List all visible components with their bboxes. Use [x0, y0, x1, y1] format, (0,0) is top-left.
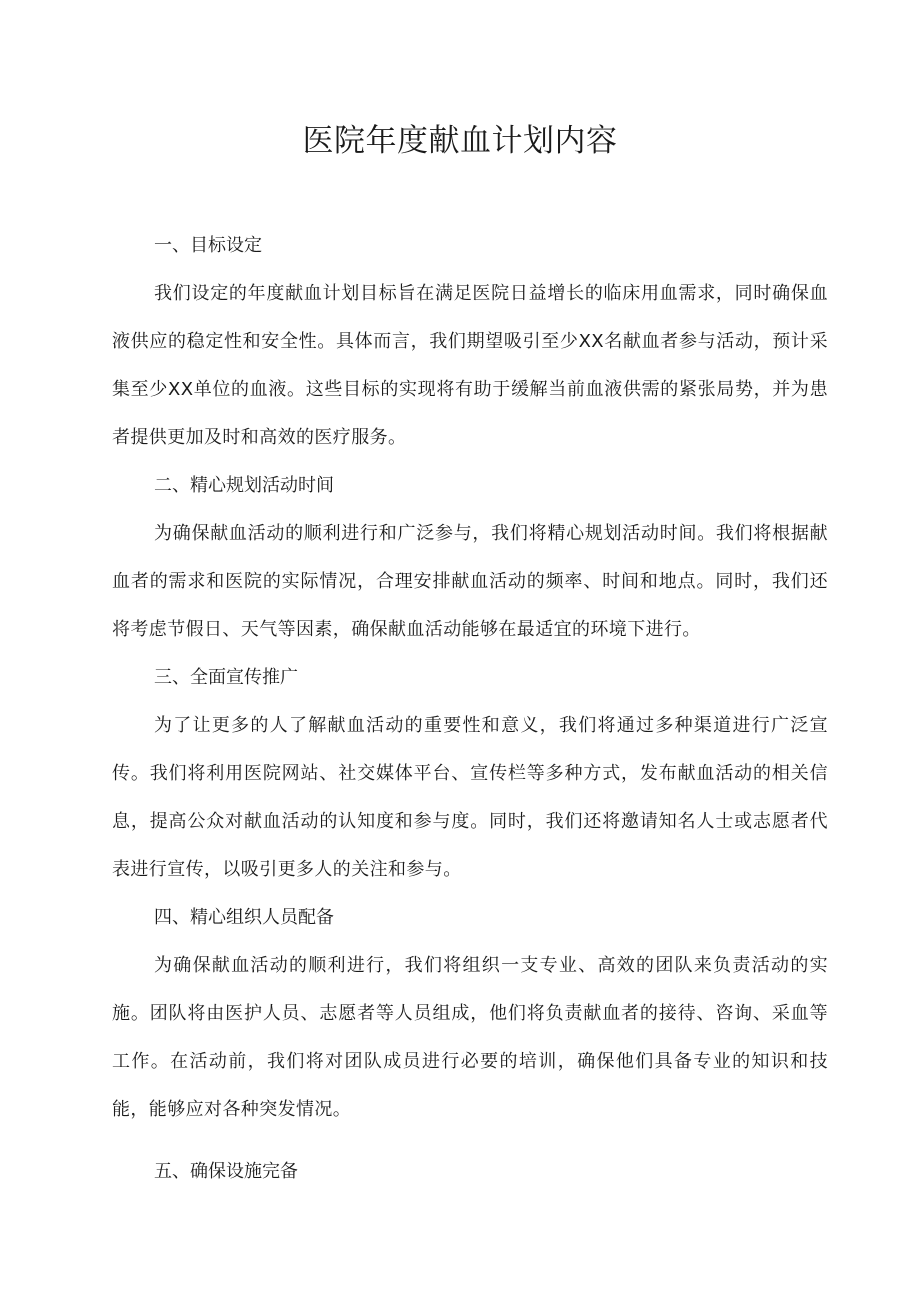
section-heading-promotion: 三、全面宣传推广	[154, 667, 298, 688]
section-heading-goals: 一、目标设定	[154, 235, 262, 256]
section-body-schedule: 为确保献血活动的顺利进行和广泛参与，我们将精心规划活动时间。我们将根据献血者的需求和医院的实际情况，合理安排献血活动的频率、时间和地点。同时，我们还将考虑节假日、天气等因素，确保献血活动能够在最适宜的环境下进行。	[112, 523, 828, 640]
section-heading-facilities: 五、确保设施完备	[154, 1161, 298, 1182]
section-body-goals: 我们设定的年度献血计划目标旨在满足医院日益增长的临床用血需求，同时确保血液供应的稳定性和安全性。具体而言，我们期望吸引至少XX名献血者参与活动，预计采集至少XX单位的血液。这些目标的实现将有助于缓解当前血液供需的紧张局势，并为患者提供更加及时和高效的医疗服务。	[112, 283, 828, 448]
document-title: 医院年度献血计划内容	[302, 123, 618, 159]
section-heading-staffing: 四、精心组织人员配备	[154, 907, 334, 928]
document-body	[112, 222, 828, 1196]
section-body-staffing: 为确保献血活动的顺利进行，我们将组织一支专业、高效的团队来负责活动的实施。团队将由医护人员、志愿者等人员组成，他们将负责献血者的接待、咨询、采血等工作。在活动前，我们将对团队成员进行必要的培训，确保他们具备专业的知识和技能，能够应对各种突发情况。	[112, 955, 828, 1120]
section-heading-schedule: 二、精心规划活动时间	[154, 475, 334, 496]
section-body-promotion: 为了让更多的人了解献血活动的重要性和意义，我们将通过多种渠道进行广泛宣传。我们将利用医院网站、社交媒体平台、宣传栏等多种方式，发布献血活动的相关信息，提高公众对献血活动的认知度和参与度。同时，我们还将邀请知名人士或志愿者代表进行宣传，以吸引更多人的关注和参与。	[112, 715, 828, 880]
